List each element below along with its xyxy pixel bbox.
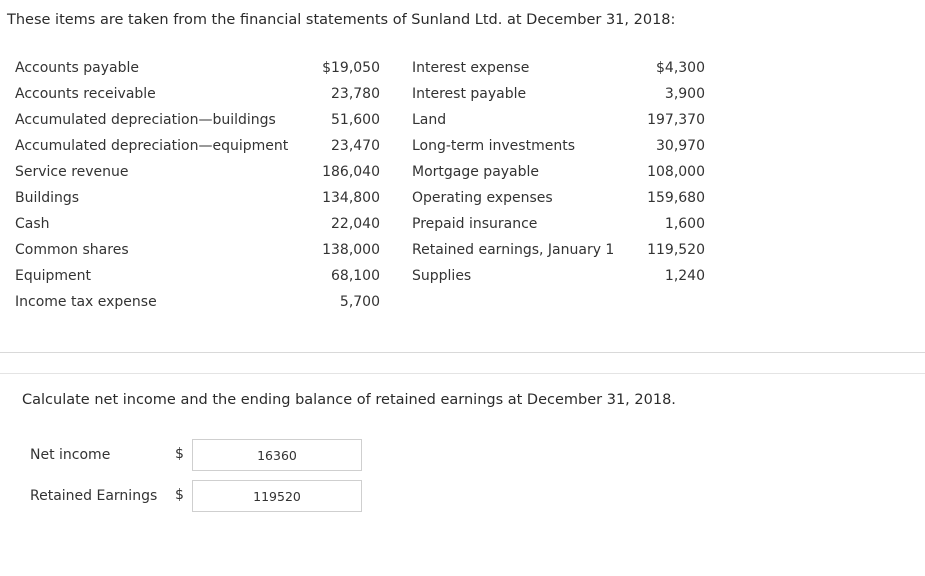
dollar-sign: $ bbox=[175, 487, 184, 503]
section-divider bbox=[0, 373, 925, 374]
retained-earnings-label: Retained Earnings bbox=[30, 488, 158, 504]
item-right-value: 197,370 bbox=[647, 112, 705, 128]
item-left-value: 5,700 bbox=[339, 294, 380, 310]
column-gap bbox=[380, 185, 412, 211]
item-right-value bbox=[632, 289, 705, 315]
dollar-sign: $ bbox=[175, 446, 184, 462]
item-right-value: 3,900 bbox=[664, 86, 705, 102]
item-left-label: Income tax expense bbox=[15, 294, 157, 310]
item-left-label: Equipment bbox=[15, 268, 91, 284]
item-left-value: 134,800 bbox=[322, 190, 380, 206]
item-row bbox=[15, 289, 705, 315]
column-gap bbox=[380, 263, 412, 289]
net-income-label: Net income bbox=[30, 447, 111, 463]
item-left-value: $19,050 bbox=[322, 60, 380, 76]
item-row bbox=[15, 211, 705, 237]
column-gap bbox=[380, 289, 412, 315]
item-left-value: 22,040 bbox=[331, 216, 380, 232]
retained-earnings-input[interactable] bbox=[192, 480, 362, 512]
column-gap bbox=[380, 159, 412, 185]
item-left-label: Accumulated depreciation—equipment bbox=[15, 138, 289, 154]
item-right-label: Interest expense bbox=[412, 60, 530, 76]
item-right-value: 1,600 bbox=[664, 216, 705, 232]
item-row bbox=[15, 55, 705, 81]
item-right-value: 159,680 bbox=[647, 190, 705, 206]
column-gap bbox=[380, 81, 412, 107]
item-right-value: $4,300 bbox=[656, 60, 705, 76]
item-right-label: Supplies bbox=[412, 268, 472, 284]
item-left-value: 23,780 bbox=[331, 86, 380, 102]
column-gap bbox=[380, 55, 412, 81]
item-left-label: Common shares bbox=[15, 242, 129, 258]
item-left-label: Accumulated depreciation—buildings bbox=[15, 112, 276, 128]
section-divider bbox=[0, 352, 925, 353]
item-right-label bbox=[412, 289, 632, 315]
item-left-value: 138,000 bbox=[322, 242, 380, 258]
item-row bbox=[15, 185, 705, 211]
column-gap bbox=[380, 211, 412, 237]
item-right-label: Interest payable bbox=[412, 86, 527, 102]
item-left-label: Accounts receivable bbox=[15, 86, 156, 102]
item-left-value: 51,600 bbox=[331, 112, 380, 128]
item-left-label: Service revenue bbox=[15, 164, 129, 180]
item-right-value: 108,000 bbox=[647, 164, 705, 180]
item-left-label: Buildings bbox=[15, 190, 80, 206]
column-gap bbox=[380, 133, 412, 159]
item-left-label: Accounts payable bbox=[15, 60, 139, 76]
item-right-label: Long-term investments bbox=[412, 138, 575, 154]
item-right-label: Prepaid insurance bbox=[412, 216, 538, 232]
item-row bbox=[15, 107, 705, 133]
item-row bbox=[15, 133, 705, 159]
item-right-label: Retained earnings, January 1 bbox=[412, 242, 615, 258]
item-row bbox=[15, 237, 705, 263]
item-right-label: Mortgage payable bbox=[412, 164, 540, 180]
item-right-value: 119,520 bbox=[647, 242, 705, 258]
item-left-value: 68,100 bbox=[331, 268, 380, 284]
question-text: Calculate net income and the ending balance of retained earnings at December 31, 2018. bbox=[22, 392, 676, 408]
column-gap bbox=[380, 237, 412, 263]
net-income-input[interactable] bbox=[192, 439, 362, 471]
item-left-value: 186,040 bbox=[322, 164, 380, 180]
item-right-value: 1,240 bbox=[664, 268, 705, 284]
financial-items-table bbox=[15, 55, 705, 315]
intro-text: These items are taken from the financial statements of Sunland Ltd. at December 31, 2018: bbox=[7, 12, 676, 28]
item-right-value: 30,970 bbox=[656, 138, 705, 154]
column-gap bbox=[380, 107, 412, 133]
item-right-label: Operating expenses bbox=[412, 190, 553, 206]
item-left-label: Cash bbox=[15, 216, 50, 232]
item-row bbox=[15, 159, 705, 185]
item-left-value: 23,470 bbox=[331, 138, 380, 154]
item-right-label: Land bbox=[412, 112, 447, 128]
item-row bbox=[15, 81, 705, 107]
item-row bbox=[15, 263, 705, 289]
